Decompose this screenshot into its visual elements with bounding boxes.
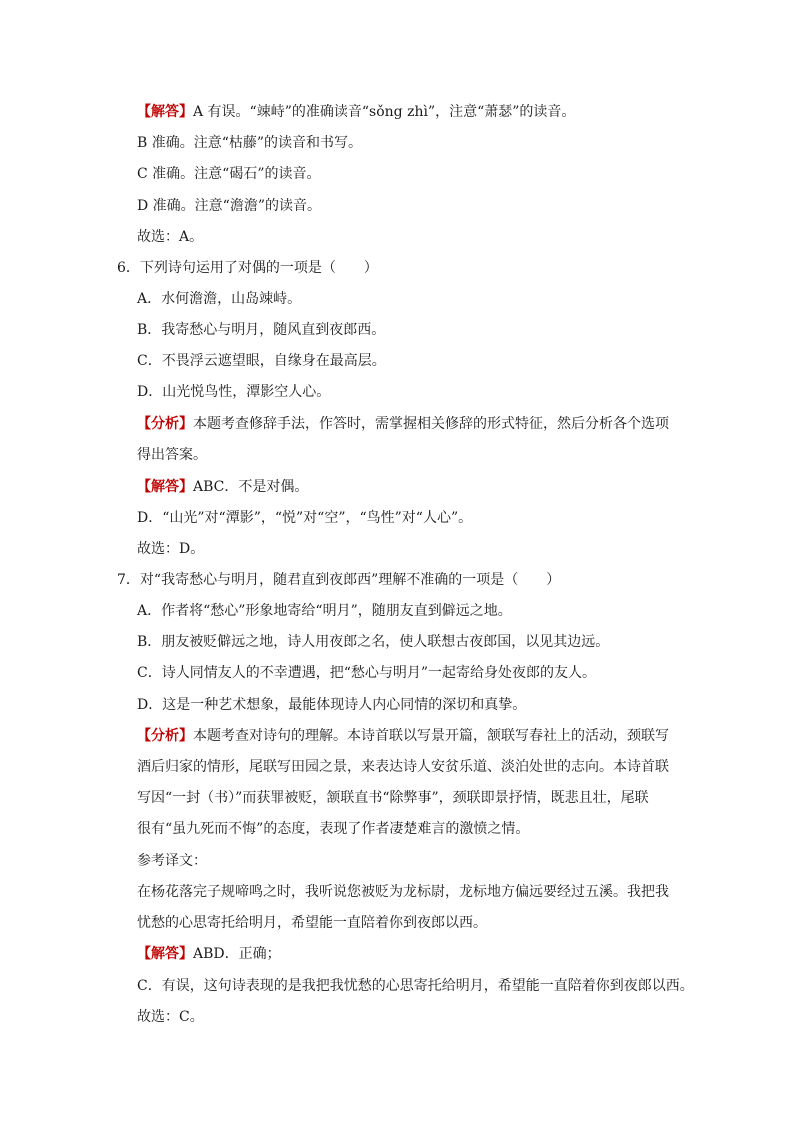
q6-option-a: A．水何澹澹，山岛竦峙。 — [137, 291, 302, 307]
q6-answer-line-1 — [137, 477, 308, 497]
q6-stem: 6．下列诗句运用了对偶的一项是（ ） — [117, 260, 378, 276]
q6-analysis-line-1 — [137, 414, 669, 434]
q7-analysis-3: 写因“一封（书）”而获罪被贬，颔联直书“除弊事”，颈联即景抒情，既悲且壮，尾联 — [137, 790, 649, 806]
analysis-tag: 【分析】 — [137, 416, 193, 432]
q7-analysis-1: 本题考查对诗句的理解。本诗首联以写景开篇，颔联写春社上的活动，颈联写 — [193, 728, 669, 744]
prev-answer-a: A 有误。“竦峙”的准确读音“sǒng zhì”，注意“萧瑟”的读音。 — [193, 104, 576, 120]
q7-option-b: B．朋友被贬僻远之地，诗人用夜郎之名，使人联想古夜郎国，以见其边远。 — [137, 634, 610, 650]
q7-translation-2: 忧愁的心思寄托给明月，希望能一直陪着你到夜郎以西。 — [137, 915, 487, 931]
answer-tag: 【解答】 — [137, 479, 193, 495]
prev-answer-a-line — [137, 102, 575, 122]
q7-stem: 7．对“我寄愁心与明月，随君直到夜郎西”理解不准确的一项是（ ） — [117, 572, 561, 588]
q6-option-d: D．山光悦鸟性，潭影空人心。 — [137, 384, 331, 400]
q7-analysis-line-1 — [137, 726, 669, 746]
q7-answer-line-1 — [137, 944, 281, 964]
q7-choice: 故选：C。 — [137, 1009, 204, 1025]
q7-analysis-2: 酒后归家的情形，尾联写田园之景，来表达诗人安贫乐道、淡泊处世的志向。本诗首联 — [137, 759, 669, 775]
prev-answer-b: B 准确。注意“枯藤”的读音和书写。 — [137, 135, 363, 151]
q7-translation-label: 参考译文： — [137, 853, 207, 869]
prev-answer-c: C 准确。注意“碣石”的读音。 — [137, 166, 321, 182]
q6-answer-1: ABC．不是对偶。 — [193, 479, 309, 495]
q6-analysis-2: 得出答案。 — [137, 447, 207, 463]
q7-answer-2: C．有误，这句诗表现的是我把我忧愁的心思寄托给明月，希望能一直陪着你到夜郎以西。 — [137, 978, 694, 994]
q7-option-c: C．诗人同情友人的不幸遭遇，把“愁心与明月”一起寄给身处夜郎的友人。 — [137, 665, 597, 681]
q7-option-d: D．这是一种艺术想象，最能体现诗人内心同情的深切和真挚。 — [137, 697, 527, 713]
prev-answer-d: D 准确。注意“澹澹”的读音。 — [137, 198, 321, 214]
q7-answer-1: ABD．正确； — [193, 946, 281, 962]
q6-choice: 故选：D。 — [137, 541, 205, 557]
q7-translation-1: 在杨花落完子规啼鸣之时，我听说您被贬为龙标尉，龙标地方偏远要经过五溪。我把我 — [137, 884, 669, 900]
answer-tag: 【解答】 — [137, 946, 193, 962]
q6-analysis-1: 本题考查修辞手法，作答时，需掌握相关修辞的形式特征，然后分析各个选项 — [193, 416, 669, 432]
q7-option-a: A．作者将“愁心”形象地寄给“明月”，随朋友直到僻远之地。 — [137, 603, 512, 619]
q7-analysis-4: 很有“虽九死而不悔”的态度，表现了作者凄楚难言的激愤之情。 — [137, 821, 530, 837]
q6-option-c: C．不畏浮云遮望眼，自缘身在最高层。 — [137, 353, 386, 369]
analysis-tag: 【分析】 — [137, 728, 193, 744]
q6-option-b: B．我寄愁心与明月，随风直到夜郎西。 — [137, 322, 386, 338]
q6-answer-2: D．“山光”对“潭影”，“悦”对“空”，“鸟性”对“人心”。 — [137, 510, 473, 526]
answer-tag: 【解答】 — [137, 104, 193, 120]
prev-answer-choice: 故选：A。 — [137, 229, 204, 245]
